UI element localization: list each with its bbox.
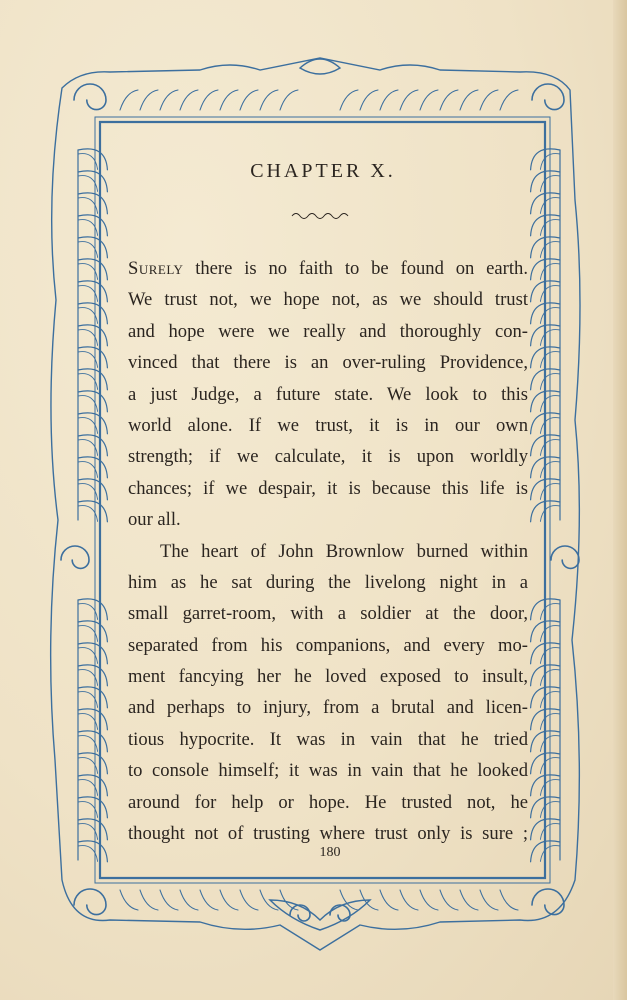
paragraph-2-line: ment fancying her he loved exposed to insult,	[128, 666, 528, 688]
title-ornament-squiggle	[290, 210, 354, 222]
paragraph-2-line: The heart of John Brownlow burned within	[160, 540, 528, 562]
paragraph-2-line: tious hypocrite. It was in vain that he tried	[128, 728, 528, 750]
paragraph-2-line: thought not of trusting where trust only is sure ;	[128, 823, 528, 845]
chapter-title: CHAPTER X.	[250, 160, 396, 182]
paragraph-1-line: our all.	[128, 509, 181, 531]
paragraph-2-line: and perhaps to injury, from a brutal and licen-	[128, 697, 528, 719]
paragraph-1-line: We trust not, we hope not, as we should trust	[128, 289, 528, 311]
paragraph-1-line: strength; if we calculate, it is upon worldly	[128, 446, 528, 468]
page-number: 180	[319, 845, 341, 860]
paragraph-2-line: him as he sat during the livelong night in a	[128, 571, 528, 593]
first-line-rest: there is no faith to be found on earth.	[183, 258, 528, 279]
paragraph-1-line-1	[128, 253, 528, 284]
drop-word: Surely	[128, 258, 184, 279]
paragraph-2-line: around for help or hope. He trusted not, he	[128, 791, 528, 813]
paragraph-2-line: to console himself; it was in vain that he looked	[128, 760, 528, 782]
paragraph-1-line: a just Judge, a future state. We look to this	[128, 383, 528, 405]
chapter-text	[128, 253, 528, 849]
paragraph-2-line: separated from his companions, and every mo-	[128, 634, 528, 656]
paragraph-1-line: world alone. If we trust, it is in our own	[128, 414, 528, 436]
paragraph-1-line: vinced that there is an over-ruling Providence,	[128, 352, 528, 374]
paragraph-1-line: and hope were we really and thoroughly con-	[128, 320, 528, 342]
paragraph-1-line: chances; if we despair, it is because this life is	[128, 477, 528, 499]
paragraph-2-line: small garret-room, with a soldier at the door,	[128, 603, 528, 625]
